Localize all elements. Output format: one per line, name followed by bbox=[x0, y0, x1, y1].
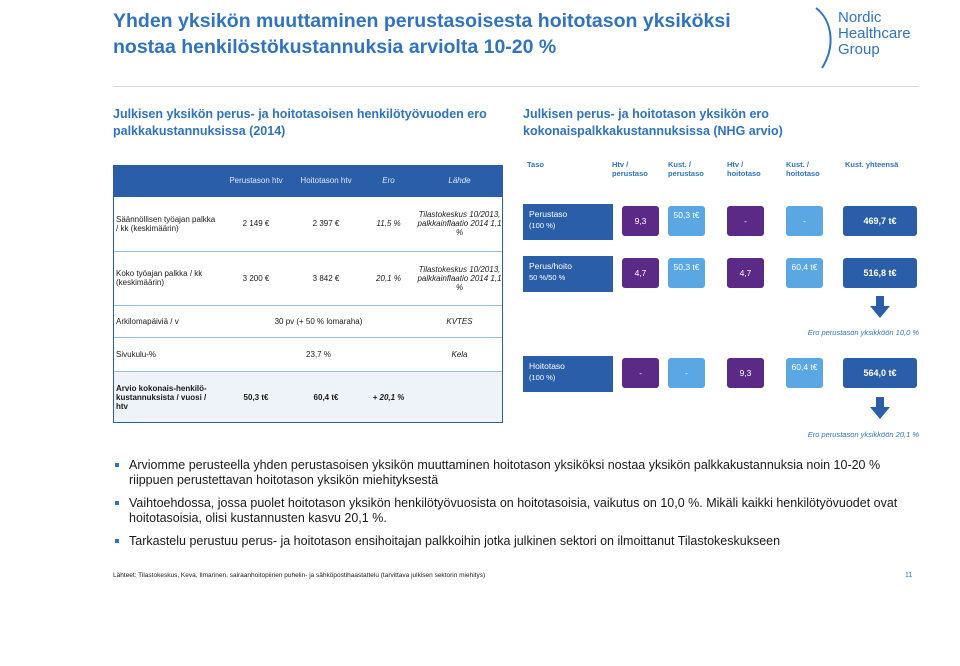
row-label-pct: 50 %/50 % bbox=[529, 273, 566, 282]
cell-lahde: Tilastokeskus 10/2013, palkkainflaatio 2014 1,1 % bbox=[416, 251, 503, 305]
row-label-text: Perustaso bbox=[529, 209, 568, 219]
total-perus-hoito: 516,8 t€ bbox=[843, 258, 917, 288]
col-header-kust-hoito: Kust. / hoitotaso bbox=[786, 160, 820, 178]
nordic-healthcare-group-logo bbox=[808, 6, 948, 70]
row-label: Koko työajan palkka / kk (keskimäärin) bbox=[113, 251, 221, 305]
total-hoitotaso: 564,0 t€ bbox=[843, 358, 917, 388]
bullet-text: Tarkastelu perustuu perus- ja hoitotason ensihoitajan palkkoihin jotka julkinen sektori on ilmoittanut Tilastokeskukseen bbox=[129, 534, 781, 548]
cell-merged: 30 pv (+ 50 % lomaraha) bbox=[221, 305, 416, 337]
difference-note-2: Ero perustason yksikköön 20,1 % bbox=[807, 430, 919, 439]
row-label: Säännöllisen työajan palkka / kk (keskimäärin) bbox=[113, 197, 221, 251]
box-kust-hoito: 60,4 t€ bbox=[786, 358, 823, 388]
logo-arc-icon bbox=[808, 6, 838, 70]
box-kust-perus: 50,3 t€ bbox=[668, 206, 705, 236]
bullet-item bbox=[113, 496, 913, 526]
cell-perus: 3 200 € bbox=[221, 251, 291, 305]
page-number: 11 bbox=[905, 572, 913, 579]
cell-lahde: Kela bbox=[416, 337, 503, 371]
cell-ero: 11,5 % bbox=[361, 197, 416, 251]
cell-merged: 23,7 % bbox=[221, 337, 416, 371]
box-htv-perus: 9,3 bbox=[622, 206, 659, 236]
row-label: Sivukulu-% bbox=[113, 337, 221, 371]
col-header-htv-perus: Htv / perustaso bbox=[612, 160, 648, 178]
box-htv-hoito: - bbox=[727, 206, 764, 236]
cell-ero: + 20,1 % bbox=[361, 371, 416, 423]
left-subtitle: Julkisen yksikön perus- ja hoitotasoisen henkilötyövuoden ero palkkakustannuksissa (2014) bbox=[113, 107, 487, 138]
cell-lahde: Tilastokeskus 10/2013, palkkainflaatio 2014 1,1 % bbox=[416, 197, 503, 251]
box-kust-hoito: 60,4 t€ bbox=[786, 258, 823, 288]
title-divider bbox=[113, 86, 919, 87]
row-label-pct: (100 %) bbox=[529, 373, 556, 382]
row-label-pct: (100 %) bbox=[529, 221, 556, 230]
cell-ero: 20,1 % bbox=[361, 251, 416, 305]
table-header-ero: Ero bbox=[361, 165, 416, 197]
bullet-list bbox=[113, 458, 913, 557]
row-label-perus-hoito bbox=[523, 256, 613, 292]
table-header-lahde: Lähde bbox=[416, 165, 503, 197]
logo-line-2: Healthcare bbox=[838, 25, 911, 42]
col-header-htv-hoito: Htv / hoitotaso bbox=[727, 160, 761, 178]
row-label-perustaso bbox=[523, 204, 613, 240]
table-header-empty bbox=[113, 165, 221, 197]
box-kust-perus: 50,3 t€ bbox=[668, 258, 705, 288]
difference-note-1: Ero perustason yksikköön 10,0 % bbox=[807, 328, 919, 337]
row-label-hoitotaso bbox=[523, 356, 613, 392]
bullet-item bbox=[113, 458, 913, 488]
col-header-kust-perus: Kust. / perustaso bbox=[668, 160, 704, 178]
cell-perus: 2 149 € bbox=[221, 197, 291, 251]
table-row bbox=[113, 337, 503, 371]
table-header-perus: Perustason htv bbox=[221, 165, 291, 197]
row-label-text: Perus/hoito bbox=[529, 261, 572, 271]
table-header-row bbox=[113, 165, 503, 197]
row-label: Arvio kokonais-henkilö-kustannuksista / vuosi / htv bbox=[113, 371, 221, 423]
box-htv-hoito: 4,7 bbox=[727, 258, 764, 288]
table-row bbox=[113, 305, 503, 337]
table-row bbox=[113, 251, 503, 305]
logo-line-3: Group bbox=[838, 41, 880, 58]
box-kust-perus: - bbox=[668, 358, 705, 388]
col-header-total: Kust. yhteensä bbox=[845, 160, 899, 169]
table-row bbox=[113, 197, 503, 251]
bullet-item bbox=[113, 534, 913, 549]
cell-lahde: KVTES bbox=[416, 305, 503, 337]
bullet-marker-icon bbox=[115, 501, 119, 505]
salary-comparison-table bbox=[113, 165, 503, 423]
table-row-total bbox=[113, 371, 503, 423]
slide-title: Yhden yksikön muuttaminen perustasoisesta hoitotason yksiköksi nostaa henkilöstökustannuksia arviolta 10-20 % bbox=[113, 10, 731, 58]
box-htv-perus: 4,7 bbox=[622, 258, 659, 288]
bullet-text: Vaihtoehdossa, jossa puolet hoitotason yksikön henkilötyövuosista on hoitotasoisia, vaikutus on 10,0 %. Mikäli kaikki henkilötyövuodet ovat hoitotasoisia, olisi kustannusten kasvu 20,1 %. bbox=[129, 496, 898, 525]
box-kust-hoito: - bbox=[786, 206, 823, 236]
cell-hoito: 2 397 € bbox=[291, 197, 361, 251]
total-perustaso: 469,7 t€ bbox=[843, 206, 917, 236]
row-label-text: Hoitotaso bbox=[529, 361, 565, 371]
down-arrow-icon bbox=[870, 397, 890, 419]
bullet-text: Arviomme perusteella yhden perustasoisen yksikön muuttaminen hoitotason yksiköksi nostaa yksikön palkkakustannuksia noin 10-20 % riippuen perustettavan hoitotason yksikön miehityksestä bbox=[129, 458, 881, 487]
cell-lahde bbox=[416, 371, 503, 423]
col-header-taso: Taso bbox=[527, 160, 544, 169]
logo-line-1: Nordic bbox=[838, 9, 882, 26]
box-htv-perus: - bbox=[622, 358, 659, 388]
right-subtitle: Julkisen perus- ja hoitotason yksikön ero kokonaispalkkakustannuksissa (NHG arvio) bbox=[523, 107, 783, 138]
down-arrow-icon bbox=[870, 296, 890, 318]
cell-hoito: 60,4 t€ bbox=[291, 371, 361, 423]
bullet-marker-icon bbox=[115, 463, 119, 467]
row-label: Arkilomapäiviä / v bbox=[113, 305, 221, 337]
box-htv-hoito: 9,3 bbox=[727, 358, 764, 388]
cell-hoito: 3 842 € bbox=[291, 251, 361, 305]
cell-perus: 50,3 t€ bbox=[221, 371, 291, 423]
sources-footnote: Lähteet: Tilastokeskus, Keva, Ilmarinen, sairaanhoitopiirien puhelin- ja sähköpostihaastattelu (tarvittava julkisen sektorin miehitys) bbox=[113, 572, 486, 579]
table-header-hoito: Hoitotason htv bbox=[291, 165, 361, 197]
bullet-marker-icon bbox=[115, 539, 119, 543]
